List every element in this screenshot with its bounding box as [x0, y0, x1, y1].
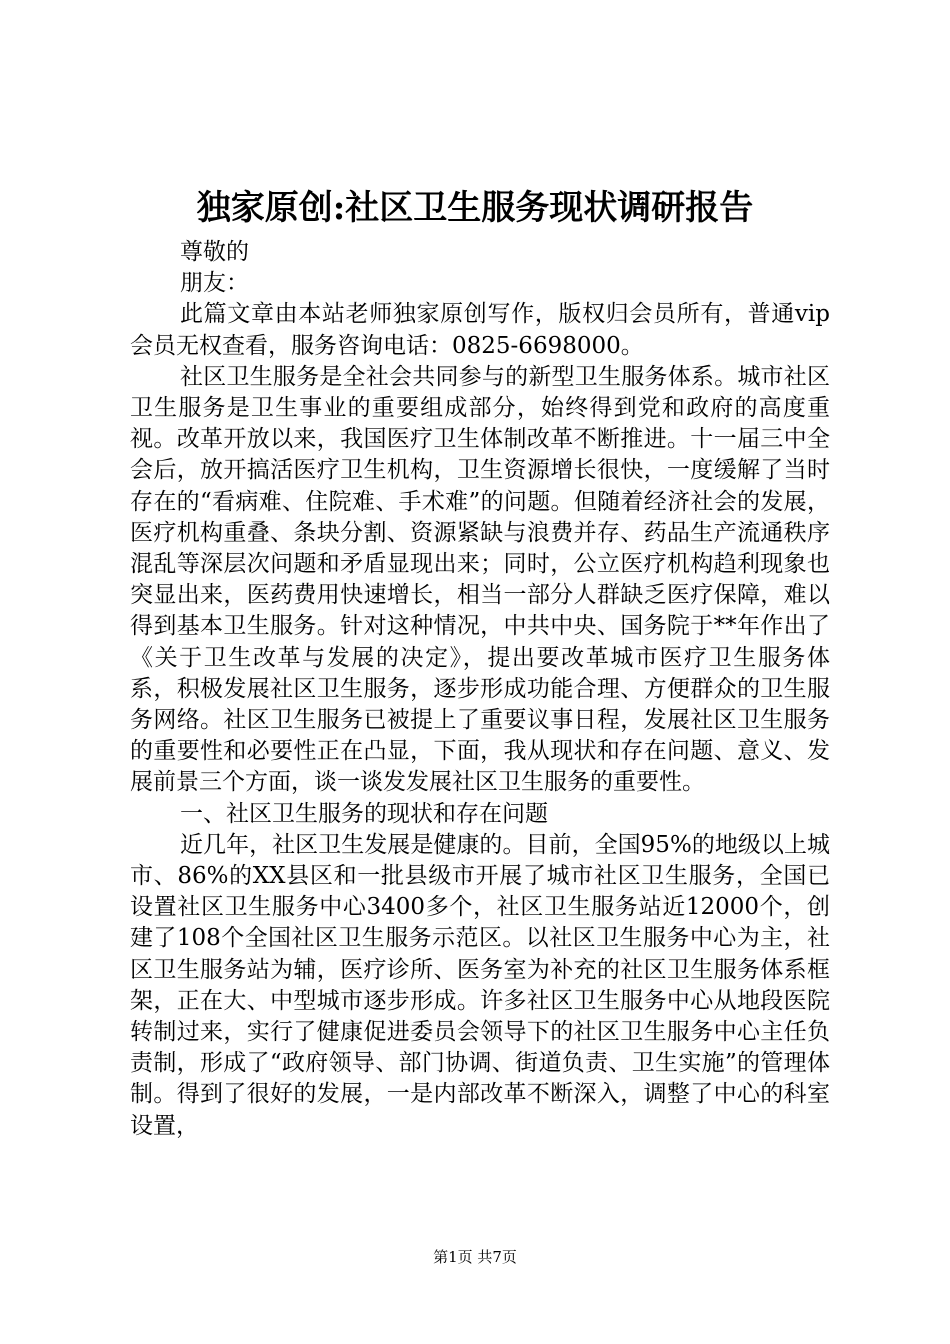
section-heading: 一、社区卫生服务的现状和存在问题: [180, 800, 548, 827]
document-title: 独家原创:社区卫生服务现状调研报告: [196, 188, 754, 228]
intro-paragraph: 社区卫生服务是全社会共同参与的新型卫生服务体系。城市社区卫生服务是卫生事业的重要组成部分，始终得到党和政府的高度重视。改革开放以来，我国医疗卫生体制改革不断推进。十一届三中全会后，放开搞活医疗卫生机构，卫生资源增长很快，一度缓解了当时存在的“看病难、住院难、手术难”的问题。但随着经济社会的发展，医疗机构重叠、条块分割、资源紧缺与浪费并存、药品生产流通秩序混乱等深层次问题和矛盾显现出来；同时，公立医疗机构趋利现象也突显出来，医药费用快速增长，相当一部分人群缺乏医疗保障，难以得到基本卫生服务。针对这种情况，中共中央、国务院于**年作出了《关于卫生改革与发展的决定》，提出要改革城市医疗卫生服务体系，积极发展社区卫生服务，逐步形成功能合理、方便群众的卫生服务网络。社区卫生服务已被提上了重要议事日程，发展社区卫生服务的重要性和必要性正在凸显，下面，我从现状和存在问题、意义、发展前景三个方面，谈一谈发发展社区卫生服务的重要性。: [130, 363, 830, 796]
salutation-line: 尊敬的: [180, 239, 249, 265]
copyright-notice-paragraph: 此篇文章由本站老师独家原创写作，版权归会员所有，普通vip会员无权查看，服务咨询电话：0825-6698000。: [130, 301, 830, 359]
salutation-line: 朋友：: [180, 270, 249, 297]
page-number-footer: 第1页 共7页: [433, 1248, 517, 1266]
body-paragraph: 近几年，社区卫生发展是健康的。目前，全国95%的地级以上城市、86%的XX县区和一批县级市开展了城市社区卫生服务，全国已设置社区卫生服务中心3400多个，社区卫生服务站近12000个，创建了108个全国社区卫生服务示范区。以社区卫生服务中心为主，社区卫生服务站为辅，医疗诊所、医务室为补充的社区卫生服务体系框架，正在大、中型城市逐步形成。许多社区卫生服务中心从地段医院转制过来，实行了健康促进委员会领导下的社区卫生服务中心主任负责制，形成了“政府领导、部门协调、街道负责、卫生实施”的管理体制。得到了很好的发展，一是内部改革不断深入，调整了中心的科室设置，: [130, 831, 830, 1139]
document-body: [130, 237, 830, 1142]
